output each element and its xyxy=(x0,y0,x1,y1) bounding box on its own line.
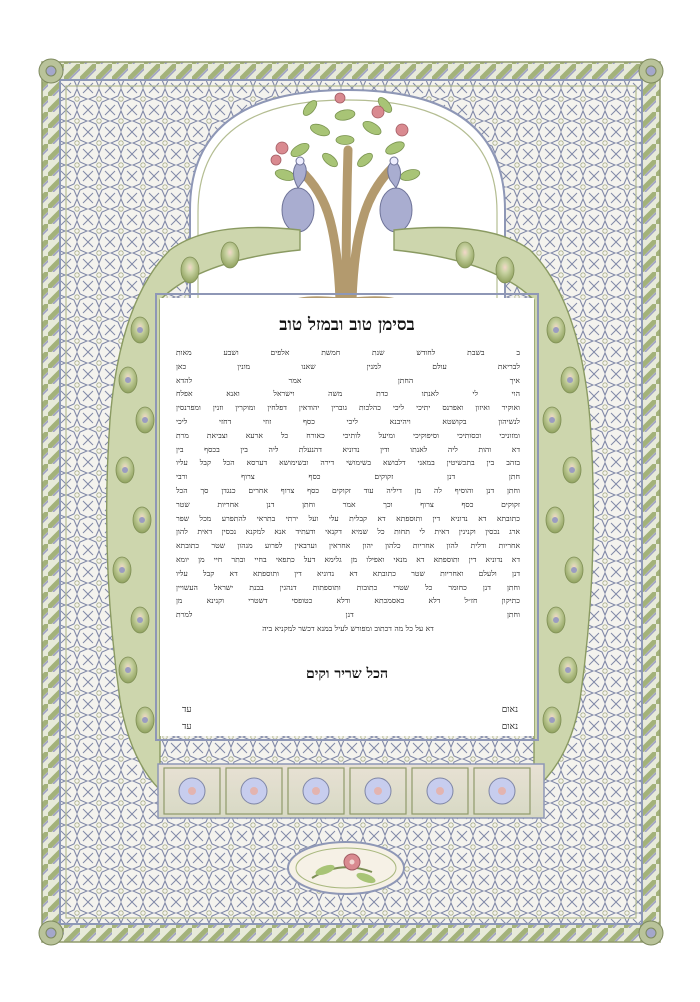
signature-2-label-right: נאום xyxy=(501,722,518,732)
ketubah-text-line: בזהב בין בתכשיטין במאני דלבושא בשימושי דירה ובשימושא דערסא הכל קבל עליו xyxy=(176,458,520,468)
ketubah-text-line: ואוקיר ואיזון ואפרנס יתיכי ליכי כהלכות גוברין יהודאין דפלחין ומוקרין וזנין ומפרנסין xyxy=(176,403,520,413)
ketubah-text-line: דנן ולעלם ואחריות שטר כתובתא דא נדוניא דין ותוספתא דא קבל עליו xyxy=(176,568,520,578)
ketubah-text-line: דא נדוניא דין ותוספתא דא מנאי ואפילו מן גלימא דעל כתפאי בחיי ובתר חיי מן יומא xyxy=(176,555,520,564)
ketubah-text-line: דא על כל מה דכתוב ומפורש לעיל במנא דכשר למקניא ביה xyxy=(262,624,434,633)
ketubah-text-line: לבריאת עולם למנין שאנו מונין כאן xyxy=(176,361,520,371)
ketubah-text-line: דא והות ליה לאנתו ודין נדוניא דהנעלת ליה בין בכסף בין xyxy=(176,444,520,454)
signature-1-label-right: נאום xyxy=(501,705,518,715)
ketubah-text-line: ומזוניכי וכסותיכי וסיפוקיכי ומיעל לותיכי כאורח כל ארעא וצביאת מרת xyxy=(176,430,520,440)
ketubah-text-line: ארג נכסין וקנינין דאית לי תחות כל שמיא דקנאי ודעתיד אנא למקנא נכסין דאית להון xyxy=(176,527,520,537)
ketubah-text-line: זקוקים כסף צרוף וכך אמר וחתן דנן אחריות שטר xyxy=(176,499,520,509)
ketubah-heading: בסימן טוב ובמזל טוב xyxy=(279,315,415,335)
ketubah-text-line: חתן דנן זקוקים כסף צרוף ורבי xyxy=(176,472,520,482)
ketubah-text-line: וחתן דנן כחומר כל שטרי כתובות ותוספתות דנהגין בבנת ישראל העשויין xyxy=(176,582,520,592)
ketubah-text-line: ב בשבת לחודש שנת חמשת אלפים ושבע מאות xyxy=(176,348,520,357)
signature-1-label-left: עד xyxy=(182,705,192,715)
ketubah-text-line: כתיקון חז״ל דלא כאסמכתא ודלא כטופסי דשטרי וקנינא מן xyxy=(176,596,520,606)
ketubah-text-line: כתובתא דא נדוניא דין ותוספתא דא קבלית עלי ועל ירתי בתראי להתפרע מכל שפר xyxy=(176,513,520,523)
ketubah-text-line: איך החתן אמר להדא xyxy=(176,375,520,385)
ketubah-text-line: וחתן דנן והוסיף לה מן דיליה עוד זקוקים כסף צרוף אחרים כנגדן סך הכל xyxy=(176,486,520,495)
ketubah-text-line: הוי לי לאנתו כדת משה וישראל ואנא אפלח xyxy=(176,389,520,399)
ketubah-text-line: לנשיהון בקושטא ויהיבנא ליכי כסף זוזי דחזי ליכי xyxy=(176,417,520,426)
flower-medallion xyxy=(288,842,404,894)
ketubah-text-line: אחריות ודלית להון אחריות כלהון יהון אחראין וערבאין לפרוע מנהון שטר כתובתא xyxy=(176,541,520,551)
signature-2-label-left: עד xyxy=(182,722,192,732)
tile-row xyxy=(158,764,544,818)
ketubah-text-line: וחתן דנן למרת xyxy=(176,610,520,620)
ketubah-closing-line: הכל שריר וקים xyxy=(305,666,388,682)
